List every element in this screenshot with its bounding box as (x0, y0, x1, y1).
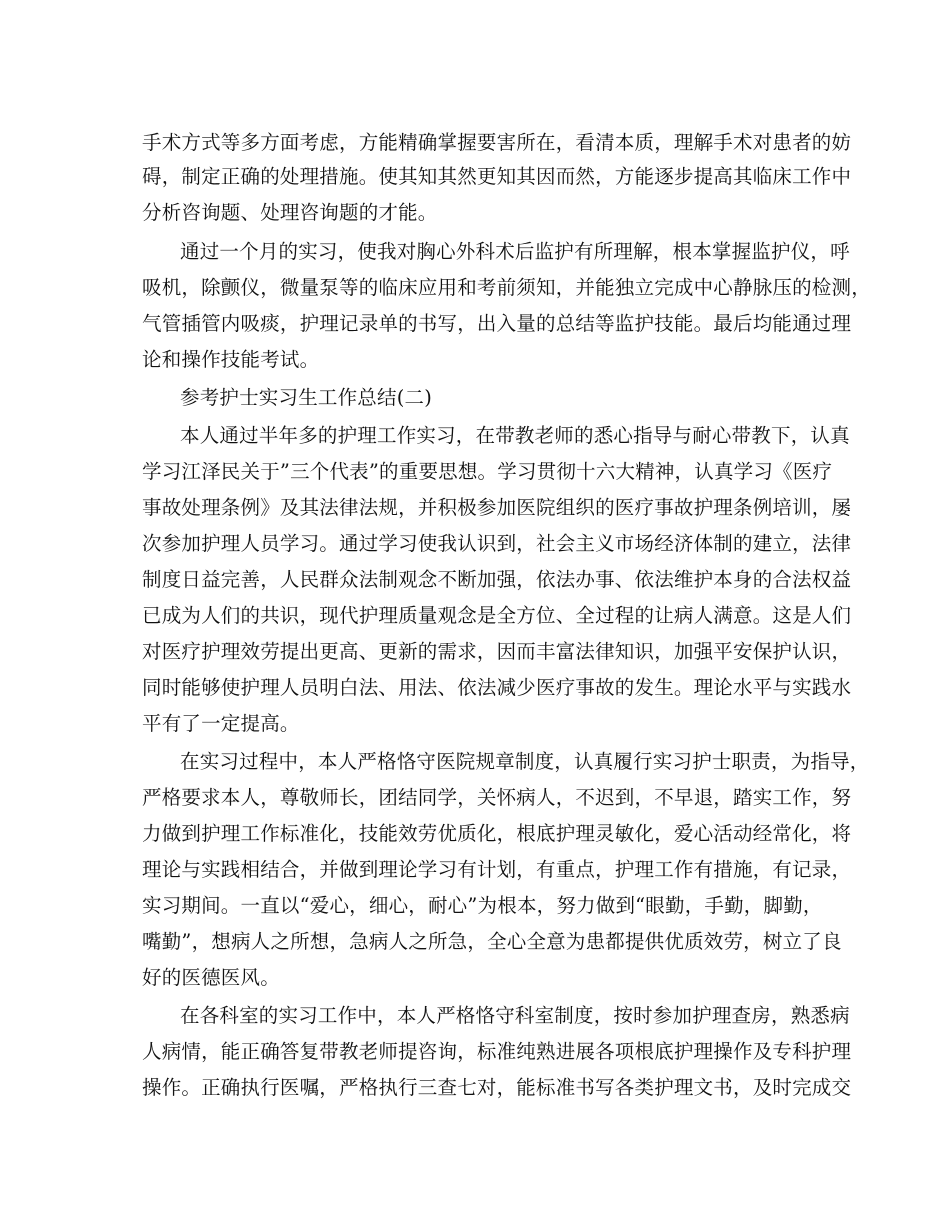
text-line: 嘴勤”，想病人之所想，急病人之所急，全心全意为患都提供优质效劳，树立了良 (142, 930, 842, 953)
text-line: 在各科室的实习工作中，本人严格恪守科室制度，按时参加护理查房，熟悉病 (180, 1004, 850, 1027)
text-line: 严格要求本人，尊敬师长，团结同学，关怀病人，不迟到，不早退，踏实工作，努 (142, 786, 852, 809)
text-line: 碍，制定正确的处理措施。使其知其然更知其因而然，方能逐步提高其临床工作中 (142, 165, 852, 188)
text-line: 气管插管内吸痰，护理记录单的书写，出入量的总结等监护技能。最后均能通过理 (142, 312, 852, 335)
text-line: 实习期间。一直以“爱心，细心，耐心”为根本，努力做到“眼勤，手勤，脚勤， (142, 894, 823, 917)
text-line: 事故处理条例》及其法律法规，并积极参加医院组织的医疗事故护理条例培训，屡 (142, 496, 852, 519)
text-line: 平有了一定提高。 (142, 712, 300, 735)
text-line: 理论与实践相结合，并做到理论学习有计划，有重点，护理工作有措施，有记录， (142, 858, 852, 881)
text-line: 吸机，除颤仪，微量泵等的临床应用和考前须知，并能独立完成中心静脉压的检测， (142, 276, 871, 299)
text-line: 在实习过程中，本人严格恪守医院规章制度，认真履行实习护士职责，为指导， (180, 750, 870, 773)
text-line: 手术方式等多方面考虑，方能精确掌握要害所在，看清本质，理解手术对患者的妨 (142, 131, 852, 154)
text-line: 分析咨询题、处理咨询题的才能。 (142, 201, 438, 224)
text-line: 力做到护理工作标准化，技能效劳优质化，根底护理灵敏化，爱心活动经常化，将 (142, 822, 852, 845)
text-line: 通过一个月的实习，使我对胸心外科术后监护有所理解，根本掌握监护仪，呼 (180, 240, 850, 263)
text-line: 本人通过半年多的护理工作实习，在带教老师的悉心指导与耐心带教下，认真 (180, 424, 850, 447)
text-line: 好的医德医风。 (142, 966, 280, 989)
text-line: 操作。正确执行医嘱，严格执行三查七对，能标准书写各类护理文书，及时完成交 (142, 1076, 852, 1099)
text-line: 人病情，能正确答复带教老师提咨询，标准纯熟进展各项根底护理操作及专科护理 (142, 1040, 852, 1063)
text-line: 次参加护理人员学习。通过学习使我认识到，社会主义市场经济体制的建立，法律 (142, 532, 852, 555)
section-heading: 参考护士实习生工作总结(二) (180, 386, 433, 409)
text-line: 学习江泽民关于”三个代表”的重要思想。学习贯彻十六大精神，认真学习《医疗 (142, 460, 833, 483)
text-line: 同时能够使护理人员明白法、用法、依法减少医疗事故的发生。理论水平与实践水 (142, 676, 852, 699)
text-line: 已成为人们的共识，现代护理质量观念是全方位、全过程的让病人满意。这是人们 (142, 604, 852, 627)
text-line: 对医疗护理效劳提出更高、更新的需求，因而丰富法律知识，加强平安保护认识， (142, 640, 852, 663)
text-line: 制度日益完善，人民群众法制观念不断加强，依法办事、依法维护本身的合法权益 (142, 568, 852, 591)
text-line: 论和操作技能考试。 (142, 348, 320, 371)
